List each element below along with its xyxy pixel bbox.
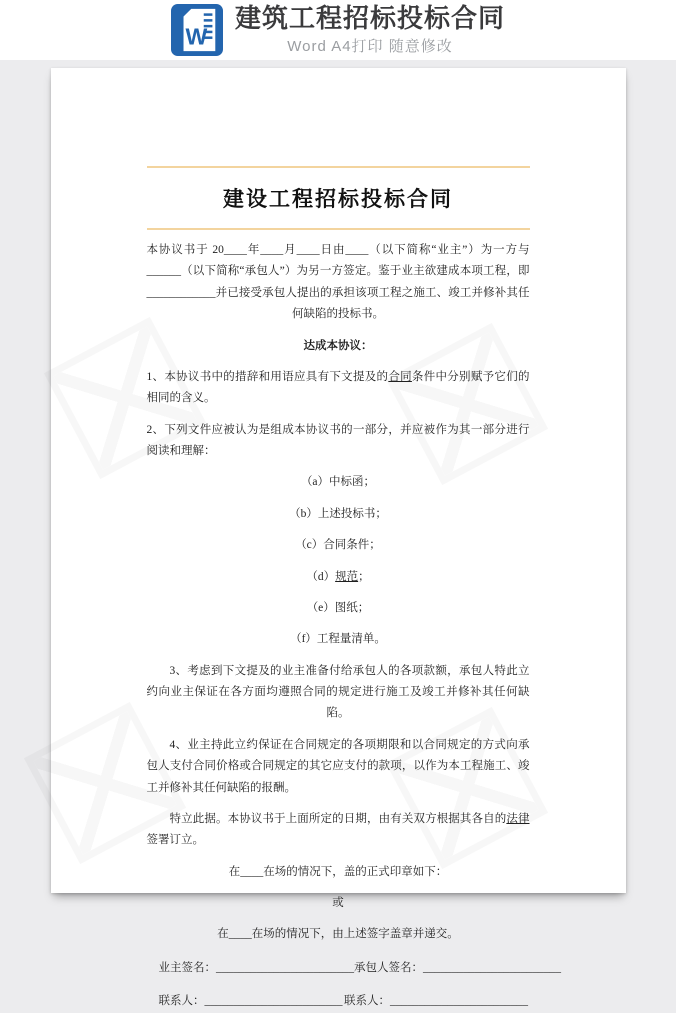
deliver-line: 在____在场的情况下，由上述签字盖章并递交。 (217, 928, 459, 941)
template-subtitle: Word A4打印 随意修改 (287, 37, 453, 55)
title-divider-bottom (147, 228, 530, 230)
owner-signature-blank: ________________________ (216, 961, 354, 974)
seal-line: 在____在场的情况下，盖的正式印章如下： (228, 865, 448, 878)
contractor-signature-label: 承包人签名： (354, 961, 423, 974)
or-word: 或 (332, 897, 344, 909)
contact-right-blank: ________________________ (390, 995, 528, 1008)
list-item-b: （b）上述投标书； (289, 507, 387, 520)
clause-2: 2、下列文件应被认为是组成本协议书的一部分，并应被作为其一部分进行阅读和理解： (146, 423, 530, 457)
law-link[interactable]: 法律 (506, 812, 530, 825)
document-title: 建设工程招标投标合同 (223, 187, 453, 211)
list-item-c: （c）合同条件； (295, 539, 381, 552)
svg-text:W: W (185, 23, 208, 50)
title-divider-top (147, 166, 530, 168)
contact-left-label: 联系人： (158, 995, 205, 1008)
clause-3: 3、考虑到下文提及的业主准备付给承包人的各项款额，承包人特此立约向业主保证在各方面均遵照合同的规定进行施工及竣工并修补其任何缺陷。 (146, 664, 530, 720)
list-item-a: （a）中标函； (300, 476, 376, 489)
contact-right-label: 联系人： (344, 995, 390, 1008)
word-icon (171, 4, 223, 56)
intro-paragraph: 本协议书于 20____年____月____日由____（以下简称“业主”）为一方与______（以下简称“承包人”）为另一方签定。鉴于业主欲建成本项工程，即____________并已接受承包人提出的承担该项工程之施工、竣工并修补其任何缺陷的投标书。 (146, 244, 530, 321)
template-title: 建筑工程招标投标合同 (234, 3, 505, 34)
list-item-d: （d）规范； (306, 570, 370, 583)
witness-clause: 特立此据。本协议书于上面所定的日期，由有关双方根据其各自的法律签署订立。 (146, 812, 530, 847)
document-body (146, 240, 561, 1013)
agreement-heading: 达成本协议： (303, 339, 373, 352)
contact-row (147, 991, 530, 1012)
contractor-signature-blank: ________________________ (423, 961, 561, 974)
list-item-f: （f）工程量清单。 (290, 633, 386, 646)
owner-signature-label: 业主签名： (158, 961, 216, 974)
contact-left-blank: ________________________ (204, 995, 343, 1008)
list-item-e: （e）图纸； (306, 601, 370, 614)
signature-row (147, 958, 561, 979)
preview-area (0, 60, 676, 1008)
clause-1: 1、本协议书中的措辞和用语应具有下文提及的合同条件中分别赋予它们的相同的含义。 (146, 370, 530, 405)
contract-link[interactable]: 合同 (388, 370, 412, 383)
specification-link[interactable]: 规范 (335, 570, 359, 583)
template-header (0, 0, 676, 60)
document-page (51, 68, 626, 1008)
clause-4: 4、业主持此立约保证在合同规定的各项期限和以合同规定的方式向承包人支付合同价格或合同规定的其它应支付的款项，以作为本工程施工、竣工并修补其任何缺陷的报酬。 (146, 738, 530, 794)
